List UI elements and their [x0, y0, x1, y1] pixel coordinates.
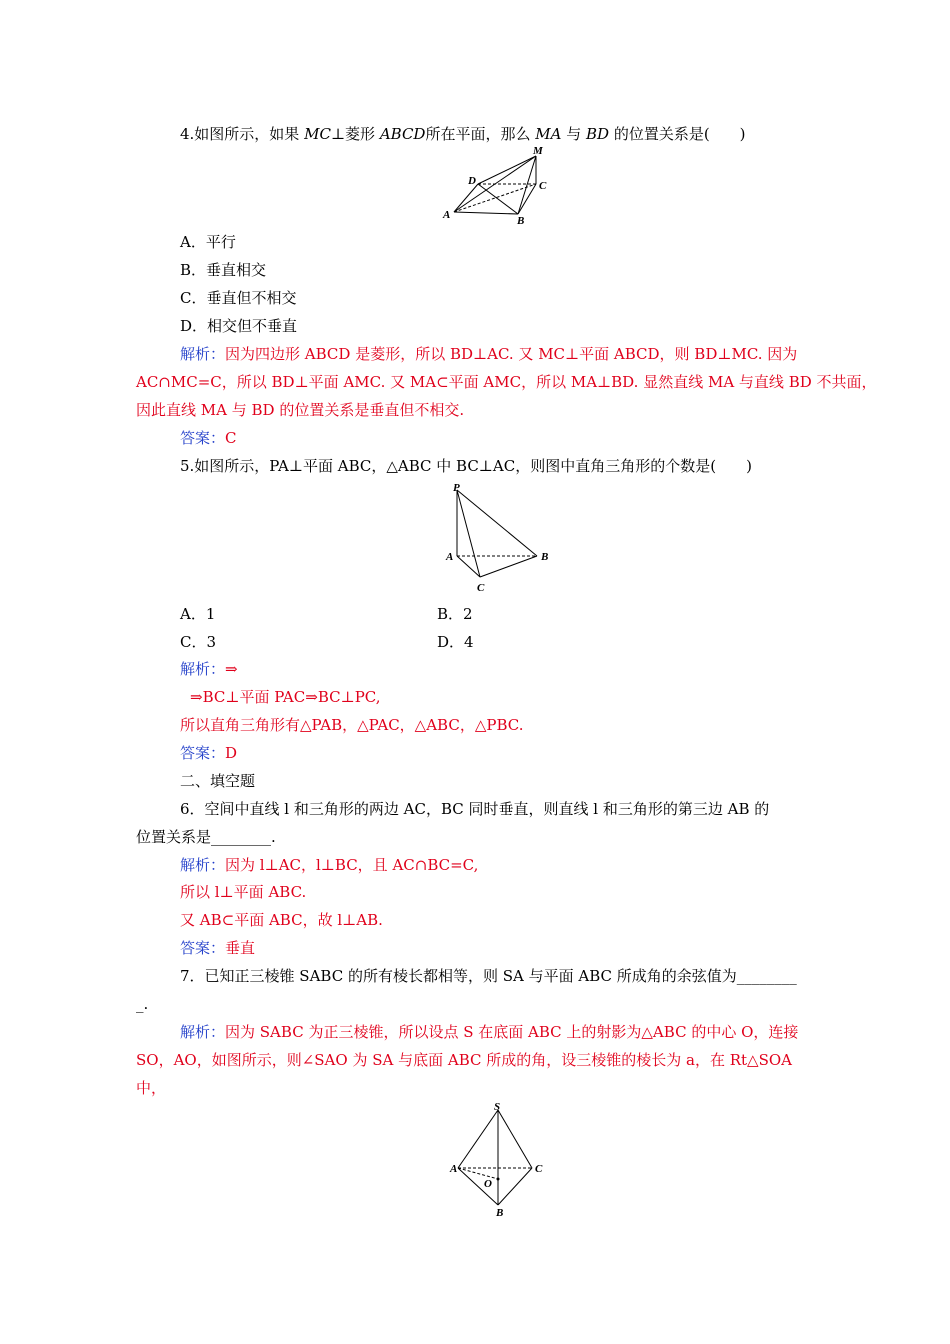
q4-analysis-line1: 解析：因为四边形 ABCD 是菱形，所以 BD⊥AC. 又 MC⊥平面 ABCD，则 BD⊥MC. 因为	[180, 345, 798, 363]
q6-analysis-line1: 解析：因为 l⊥AC，l⊥BC，且 AC∩BC=C,	[180, 856, 479, 874]
q6-stem-line2: 位置关系是________.	[136, 828, 276, 846]
q5-label-c: C	[477, 582, 485, 594]
q7-label-b: B	[496, 1207, 504, 1219]
q7-analysis-line1: 解析：因为 SABC 为正三棱锥，所以设点 S 在底面 ABC 上的射影为△ABC 的中心 O，连接	[180, 1023, 799, 1041]
q4-label-b: B	[517, 215, 525, 227]
q7-label-c: C	[535, 1163, 543, 1175]
q7-figure-regular-pyramid	[440, 1100, 560, 1225]
q4-label-m: M	[533, 145, 543, 157]
q6-answer: 答案：垂直	[180, 939, 256, 957]
q4-option-b: B．垂直相交	[180, 261, 267, 279]
q5-option-b: B．2	[437, 605, 473, 623]
q4-analysis-label: 解析：	[180, 345, 226, 363]
q4-option-a: A．平行	[180, 233, 236, 251]
q6-analysis-line3: 又 AB⊂平面 ABC，故 l⊥AB.	[180, 911, 383, 929]
q4-label-a: A	[443, 209, 451, 221]
q7-stem-line1: 7．已知正三棱锥 SABC 的所有棱长都相等，则 SA 与平面 ABC 所成角的余弦值为________	[180, 967, 797, 985]
q5-option-d: D．4	[437, 633, 474, 651]
q5-analysis-line3: 所以直角三角形有△PAB，△PAC，△ABC，△PBC.	[180, 716, 524, 734]
q4-option-c: C．垂直但不相交	[180, 289, 297, 307]
q4-stem: 4.如图所示，如果 MC⊥菱形 ABCD所在平面，那么 MA 与 BD 的位置关系是( )	[180, 125, 746, 143]
q5-analysis-line1: 解析：⇒	[180, 660, 238, 678]
q5-answer: 答案：D	[180, 744, 238, 762]
q7-analysis-line2: SO，AO，如图所示，则∠SAO 为 SA 与底面 ABC 所成的角，设三棱锥的棱长为 a，在 Rt△SOA	[136, 1051, 792, 1069]
q4-analysis-line3: 因此直线 MA 与 BD 的位置关系是垂直但不相交.	[136, 401, 465, 419]
q6-analysis-line2: 所以 l⊥平面 ABC.	[180, 883, 307, 901]
q5-label-b: B	[541, 551, 549, 563]
q5-stem: 5.如图所示，PA⊥平面 ABC，△ABC 中 BC⊥AC，则图中直角三角形的个数是( )	[180, 457, 752, 475]
q4-label-d: D	[468, 175, 476, 187]
q4-option-d: D．相交但不垂直	[180, 317, 298, 335]
q5-option-c: C．3	[180, 633, 217, 651]
q7-analysis-line3: 中，	[136, 1079, 167, 1097]
q7-label-a: A	[450, 1163, 458, 1175]
q4-label-c: C	[539, 180, 547, 192]
q5-figure-tetrahedron	[440, 480, 560, 594]
q4-analysis-line2: AC∩MC=C，所以 BD⊥平面 AMC. 又 MA⊂平面 AMC，所以 MA⊥BD. 显然直线 MA 与直线 BD 不共面，	[136, 373, 877, 391]
q5-analysis-line2: ⇒BC⊥平面 PAC⇒BC⊥PC,	[190, 688, 381, 706]
q7-label-o: O	[484, 1178, 492, 1190]
q5-option-a: A．1	[180, 605, 216, 623]
q4-answer: 答案：C	[180, 429, 237, 447]
q4-figure-rhombus-pyramid	[440, 145, 560, 228]
q7-stem-line2: _.	[136, 995, 149, 1013]
q6-stem-line1: 6．空间中直线 l 和三角形的两边 AC，BC 同时垂直，则直线 l 和三角形的第三边 AB 的	[180, 800, 770, 818]
section-heading-fill-in: 二、填空题	[180, 772, 256, 790]
q7-label-s: S	[494, 1101, 501, 1113]
q5-label-a: A	[446, 551, 454, 563]
q5-label-p: P	[453, 482, 460, 494]
